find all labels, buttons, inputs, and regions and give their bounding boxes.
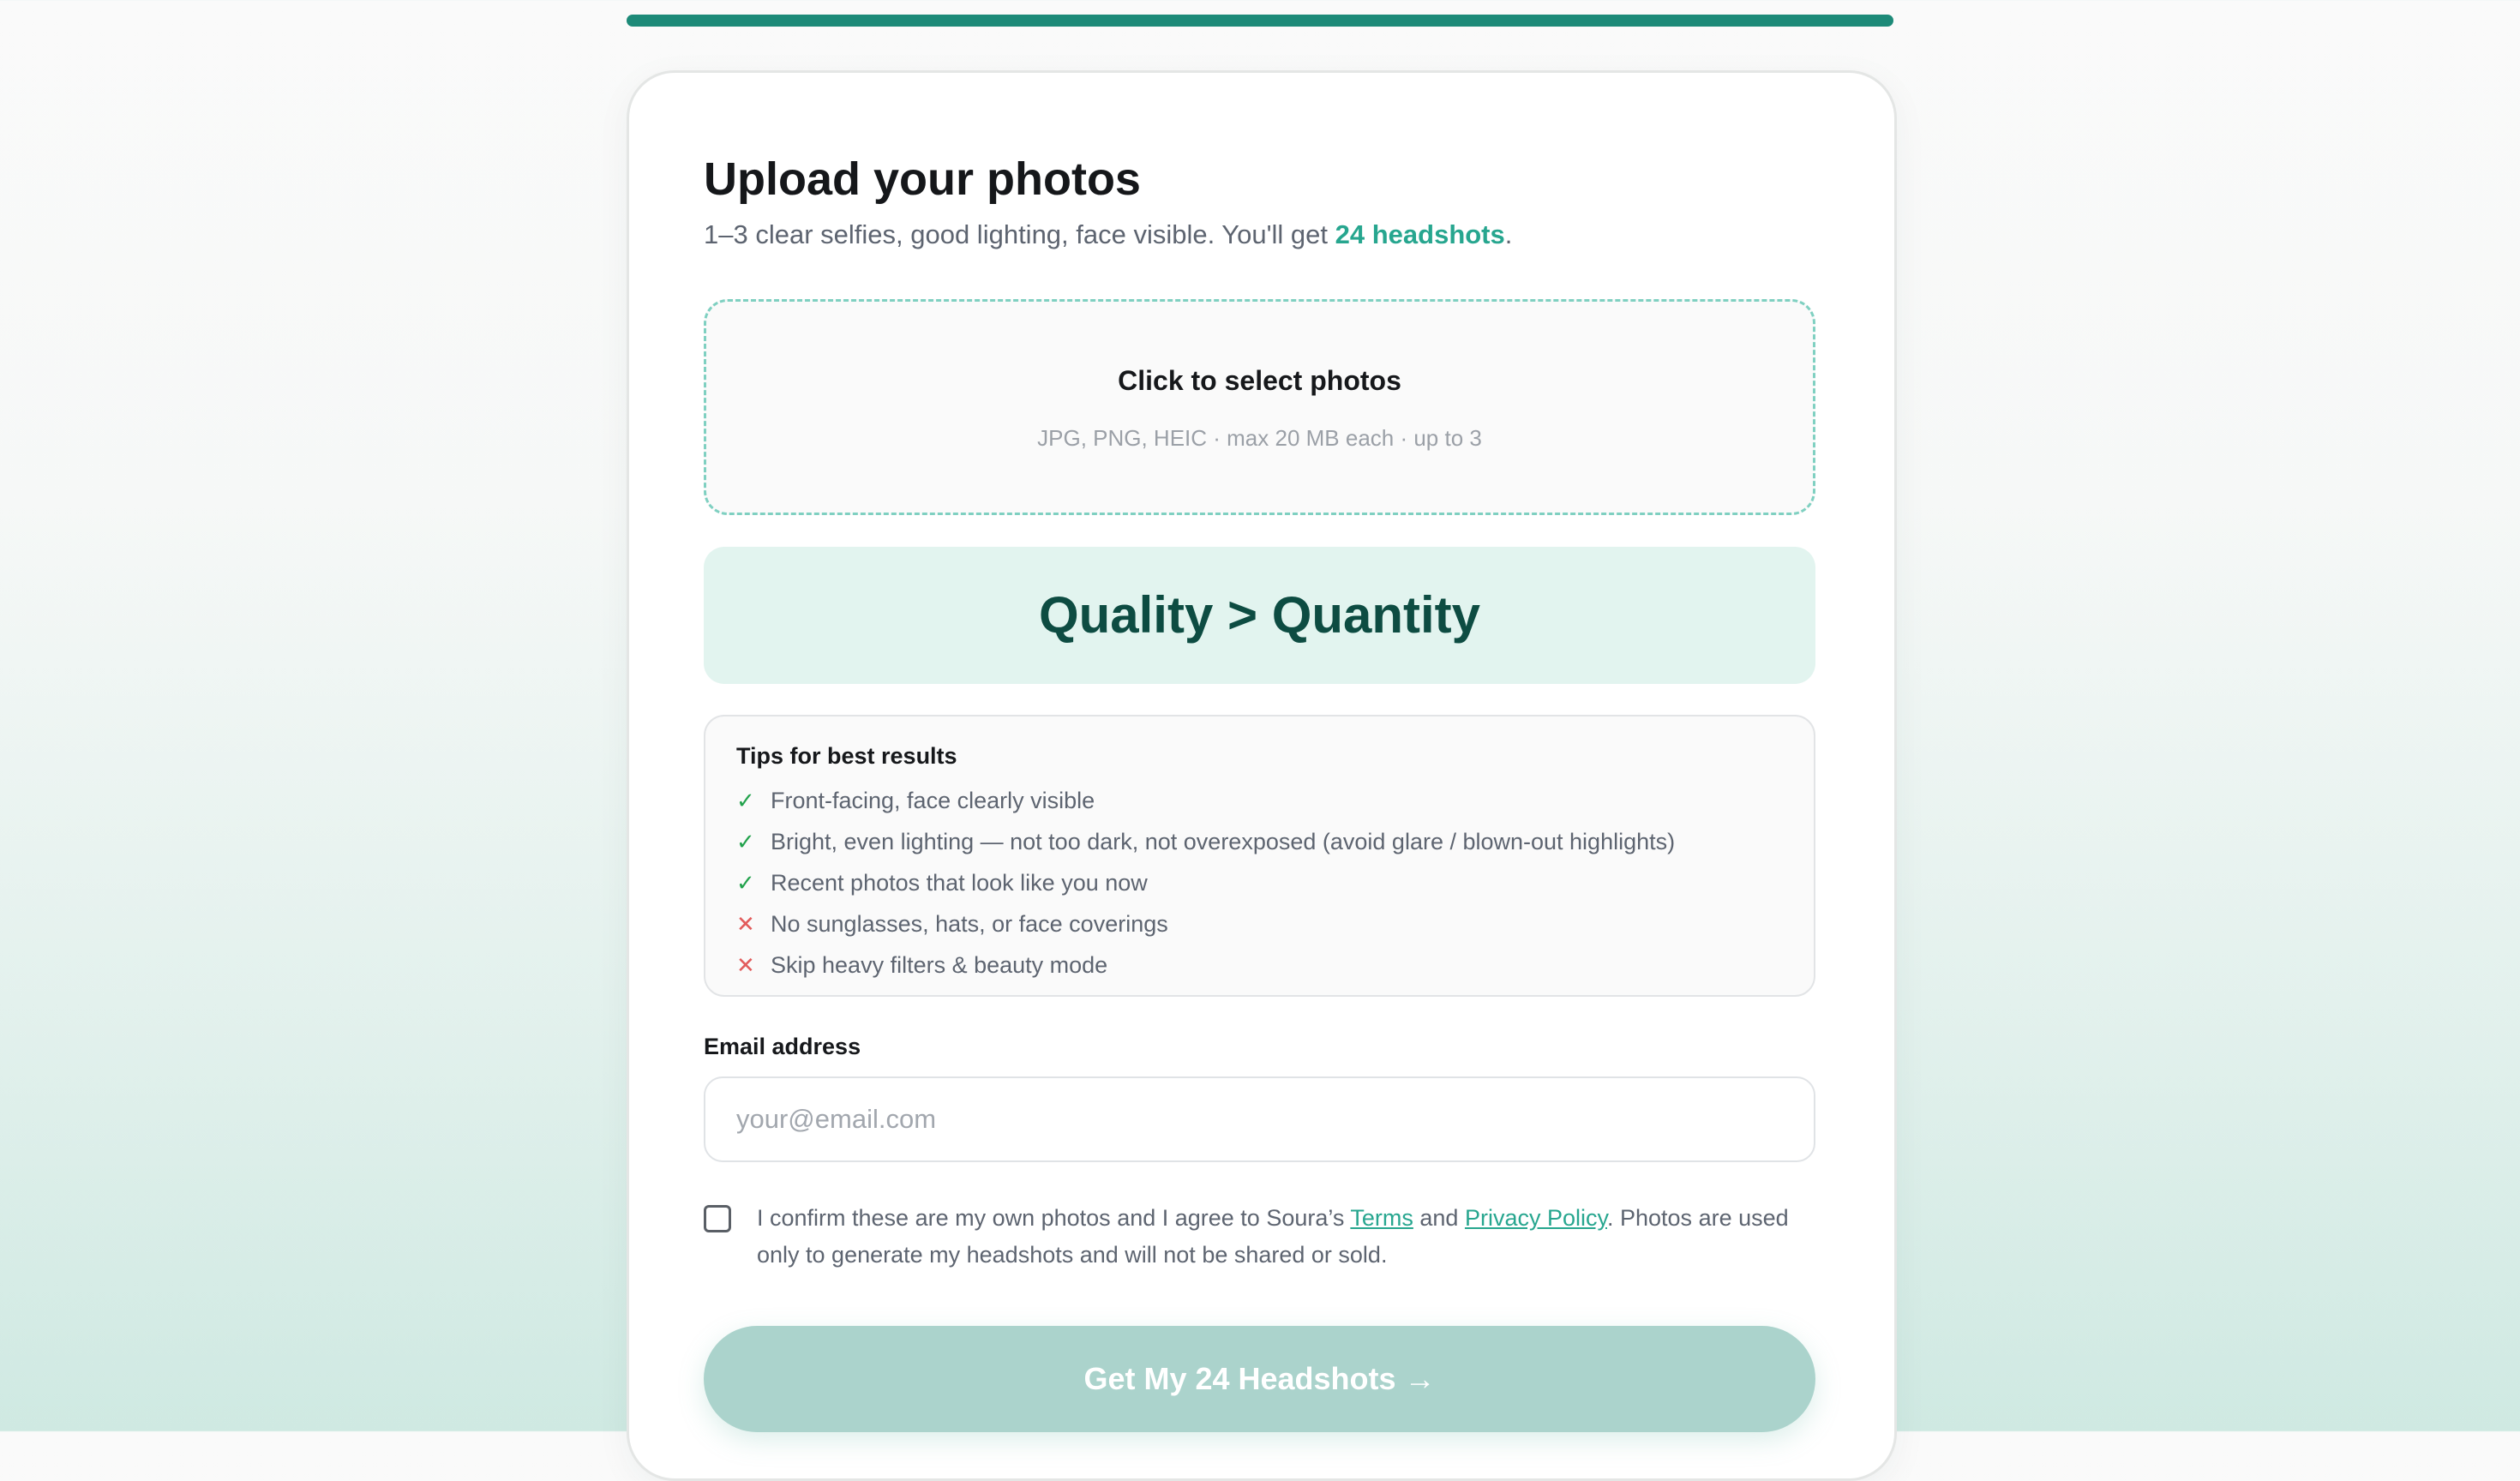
tips-title: Tips for best results — [736, 743, 957, 769]
tip-text: Bright, even lighting — not too dark, not overexposed (avoid glare / blown-out highlights) — [771, 828, 1676, 854]
checkmark-icon: ✓ — [736, 869, 755, 896]
headshot-count-highlight: 24 headshots — [1335, 219, 1505, 249]
tip-text: No sunglasses, hats, or face coverings — [771, 910, 1168, 937]
get-headshots-button[interactable]: Get My 24 Headshots → — [704, 1326, 1815, 1432]
consent-text-between: and — [1413, 1205, 1465, 1231]
tips-panel — [704, 715, 1815, 997]
page-subtitle — [704, 216, 1512, 254]
dropzone-hint: JPG, PNG, HEIC · max 20 MB each · up to 3 — [1037, 425, 1482, 451]
dropzone-title: Click to select photos — [1118, 365, 1401, 396]
checkmark-icon: ✓ — [736, 787, 755, 813]
photo-dropzone[interactable] — [704, 299, 1815, 515]
consent-text-start: I confirm these are my own photos and I agree to Soura’s — [757, 1205, 1351, 1231]
tip-text: Skip heavy filters & beauty mode — [771, 951, 1108, 978]
consent-text-end: . Photos are used only to generate my headshots and will not be shared or sold. — [757, 1205, 1789, 1268]
checkmark-icon: ✓ — [736, 828, 755, 854]
terms-link[interactable]: Terms — [1350, 1205, 1413, 1231]
cross-icon: ✕ — [736, 910, 755, 937]
tip-text: Recent photos that look like you now — [771, 869, 1148, 896]
consent-text — [757, 1200, 1815, 1274]
consent-checkbox[interactable] — [704, 1205, 731, 1232]
privacy-policy-link[interactable]: Privacy Policy — [1464, 1205, 1607, 1231]
cross-icon: ✕ — [736, 951, 755, 978]
tip-item — [736, 780, 1783, 821]
page-title: Upload your photos — [704, 153, 1141, 205]
subtitle-text: 1–3 clear selfies, good lighting, face visible. You'll get — [704, 219, 1335, 249]
tip-text: Front-facing, face clearly visible — [771, 787, 1095, 813]
progress-bar — [627, 15, 1893, 27]
tip-item — [736, 821, 1783, 862]
tip-item — [736, 944, 1783, 986]
quality-banner: Quality > Quantity — [704, 547, 1815, 684]
tip-item — [736, 903, 1783, 944]
tip-item — [736, 862, 1783, 903]
subtitle-period: . — [1504, 219, 1513, 249]
email-field[interactable] — [704, 1076, 1815, 1162]
email-label: Email address — [704, 1034, 861, 1059]
